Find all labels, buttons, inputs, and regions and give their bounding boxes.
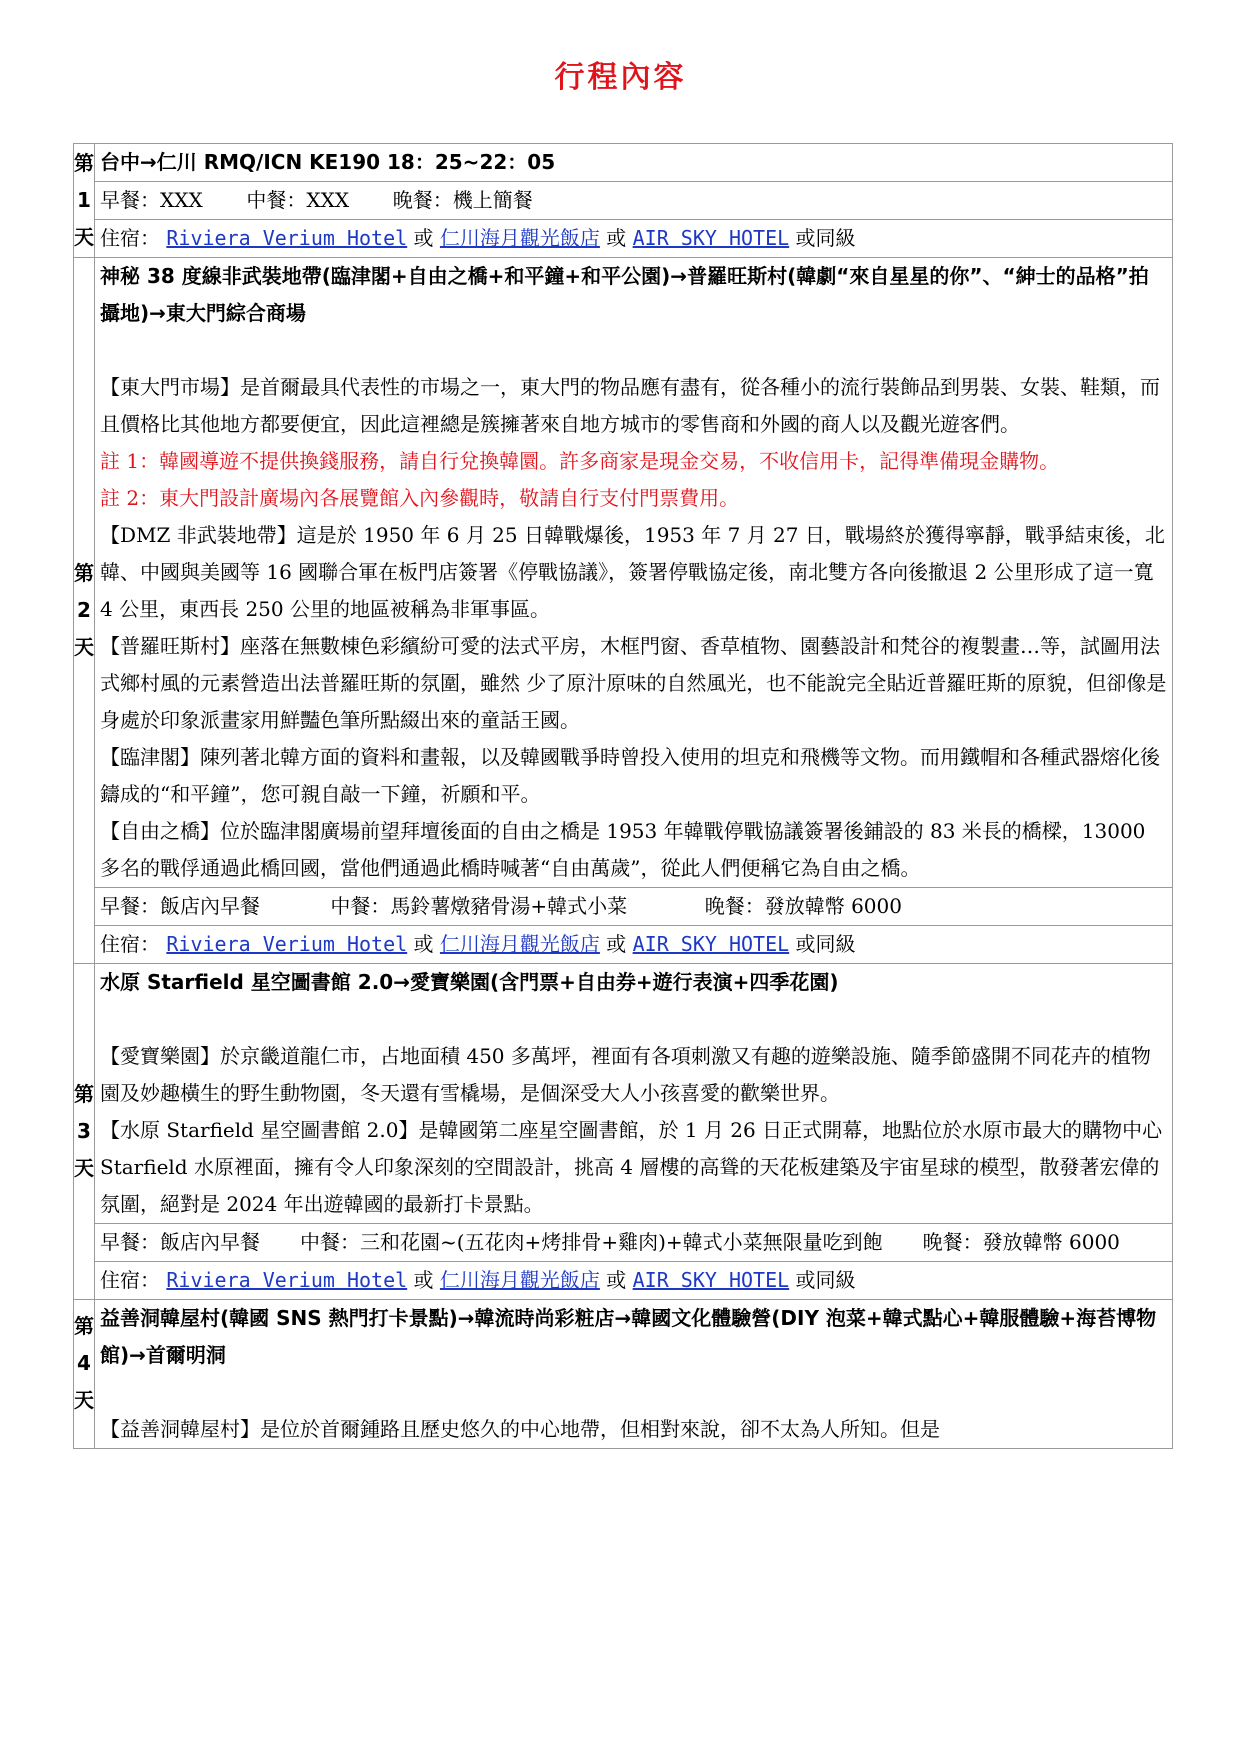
day3-hotel: 住宿： Riviera Verium Hotel 或 仁川海月觀光飯店 或 AIR SKY HOTEL 或同級: [95, 1262, 1173, 1300]
day1-lunch: 中餐：XXX: [246, 188, 350, 212]
hotel-link-airsky[interactable]: AIR SKY HOTEL: [632, 226, 790, 250]
day2-paragraph-freedom-bridge: 【自由之橋】位於臨津閣廣場前望拜壇後面的自由之橋是 1953 年韓戰停戰協議簽署後鋪設的 83 米長的橋樑，13000 多名的戰俘通過此橋回國，當他們通過此橋時喊著“自由萬歲”，從此人們便稱它為自由之橋。: [100, 819, 1146, 880]
day2-paragraph-provence: 【普羅旺斯村】座落在無數棟色彩繽紛可愛的法式平房，木框門窗、香草植物、園藝設計和梵谷的複製畫…等，試圖用法式鄉村風的元素營造出法普羅旺斯的氛圍，雖然 少了原汁原味的自然風光，也不能說完全貼近普羅旺斯的原貌，但卻像是身處於印象派畫家用鮮豔色筆所點綴出來的童話王國。: [100, 634, 1167, 732]
day2-meals-row: [74, 888, 1173, 926]
page-title: 行程內容: [554, 60, 687, 95]
day3-label: 第 3 天: [74, 964, 95, 1300]
day1-label: 第 1 天: [74, 144, 95, 258]
day2-note-2: 註 2：東大門設計廣場內各展覽館入內參觀時，敬請自行支付門票費用。: [100, 486, 740, 510]
day1-dinner: 晚餐：機上簡餐: [392, 188, 533, 212]
day2-label: 第 2 天: [74, 258, 95, 964]
day4-route: 益善洞韓屋村(韓國 SNS 熱門打卡景點)→韓流時尚彩粧店→韓國文化體驗營(DIY 泡菜+韓式點心+韓服體驗+海苔博物館)→首爾明洞: [100, 1306, 1157, 1367]
day3-route: 水原 Starfield 星空圖書館 2.0→愛寶樂園(含門票+自由券+遊行表演+四季花園): [100, 970, 839, 994]
day2-lunch: 中餐：馬鈴薯燉豬骨湯+韓式小菜: [330, 894, 628, 918]
day2-dinner: 晚餐：發放韓幣 6000: [704, 894, 902, 918]
day4-content: [95, 1300, 1173, 1449]
hotel-link-airsky[interactable]: AIR SKY HOTEL: [632, 1268, 790, 1292]
day3-meals: 早餐：飯店內早餐 中餐：三和花園~(五花肉+烤排骨+雞肉)+韓式小菜無限量吃到飽 晚餐：發放韓幣 6000: [95, 1224, 1173, 1262]
hotel-link-riviera[interactable]: Riviera Verium Hotel: [166, 932, 408, 956]
day1-hotel-row: [74, 220, 1173, 258]
hotel-link-haiyue[interactable]: 仁川海月觀光飯店: [439, 226, 600, 250]
day2-hotel-row: [74, 926, 1173, 964]
day2-content-row: [74, 258, 1173, 888]
hotel-link-airsky[interactable]: AIR SKY HOTEL: [632, 932, 790, 956]
day1-meals: [95, 182, 1173, 220]
day2-route: 神秘 38 度線非武裝地帶(臨津閣+自由之橋+和平鐘+和平公園)→普羅旺斯村(韓劇“來自星星的你”、“紳士的品格”拍攝地)→東大門綜合商場: [100, 264, 1149, 325]
day1-meals-row: [74, 182, 1173, 220]
day3-paragraph-starfield: 【水原 Starfield 星空圖書館 2.0】是韓國第二座星空圖書館，於 1 月 26 日正式開幕，地點位於水原市最大的購物中心 Starfield 水原裡面，擁有令人印象深刻的空間設計，挑高 4 層樓的高聳的天花板建築及宇宙星球的模型，散發著宏偉的氛圍，絕對是 2024 年出遊韓國的最新打卡景點。: [100, 1118, 1163, 1216]
day2-paragraph-dongdaemun: 【東大門市場】是首爾最具代表性的市場之一，東大門的物品應有盡有，從各種小的流行裝飾品到男裝、女裝、鞋類，而且價格比其他地方都要便宜，因此這裡總是簇擁著來自地方城市的零售商和外國的商人以及觀光遊客們。: [100, 375, 1160, 436]
day2-meals: [95, 888, 1173, 926]
hotel-link-haiyue[interactable]: 仁川海月觀光飯店: [439, 1268, 600, 1292]
day4-paragraph-ikseon: 【益善洞韓屋村】是位於首爾鍾路且歷史悠久的中心地帶，但相對來說，卻不太為人所知。但是: [100, 1417, 940, 1441]
day1-hotel: 住宿： Riviera Verium Hotel 或 仁川海月觀光飯店 或 AIR SKY HOTEL 或同級: [95, 220, 1173, 258]
day1-breakfast: 早餐：XXX: [100, 188, 203, 212]
day2-content: [95, 258, 1173, 888]
day3-content: [95, 964, 1173, 1224]
hotel-link-riviera[interactable]: Riviera Verium Hotel: [166, 226, 408, 250]
day3-hotel-row: [74, 1262, 1173, 1300]
day2-paragraph-dmz: 【DMZ 非武裝地帶】這是於 1950 年 6 月 25 日韓戰爆後，1953 年 7 月 27 日，戰場終於獲得寧靜，戰爭結束後，北韓、中國與美國等 16 國聯合軍在板門店簽署《停戰協議》，簽署停戰協定後，南北雙方各向後撤退 2 公里形成了這一寬 4 公里，東西長 250 公里的地區被稱為非軍事區。: [100, 523, 1165, 621]
hotel-link-riviera[interactable]: Riviera Verium Hotel: [166, 1268, 408, 1292]
day2-note-1: 註 1：韓國導遊不提供換錢服務，請自行兌換韓圜。許多商家是現金交易，不收信用卡，記得準備現金購物。: [100, 449, 1060, 473]
day3-content-row: [74, 964, 1173, 1224]
day3-meals-row: [74, 1224, 1173, 1262]
day1-route: 台中→仁川 RMQ/ICN KE190 18：25~22：05: [95, 144, 1173, 182]
day4-content-row: [74, 1300, 1173, 1449]
itinerary-table: [73, 143, 1173, 1449]
day4-label: 第 4 天: [74, 1300, 95, 1449]
day2-breakfast: 早餐：飯店內早餐: [100, 894, 260, 918]
day3-paragraph-everland: 【愛寶樂園】於京畿道龍仁市，占地面積 450 多萬坪，裡面有各項刺激又有趣的遊樂設施、隨季節盛開不同花卉的植物園及妙趣橫生的野生動物園，冬天還有雪橇場，是個深受大人小孩喜愛的歡樂世界。: [100, 1044, 1151, 1105]
day1-route-row: [74, 144, 1173, 182]
day2-hotel: 住宿： Riviera Verium Hotel 或 仁川海月觀光飯店 或 AIR SKY HOTEL 或同級: [95, 926, 1173, 964]
hotel-link-haiyue[interactable]: 仁川海月觀光飯店: [439, 932, 600, 956]
day2-paragraph-imjingak: 【臨津閣】陳列著北韓方面的資料和畫報，以及韓國戰爭時曾投入使用的坦克和飛機等文物。而用鐵帽和各種武器熔化後鑄成的“和平鐘”，您可親自敲一下鐘，祈願和平。: [100, 745, 1160, 806]
